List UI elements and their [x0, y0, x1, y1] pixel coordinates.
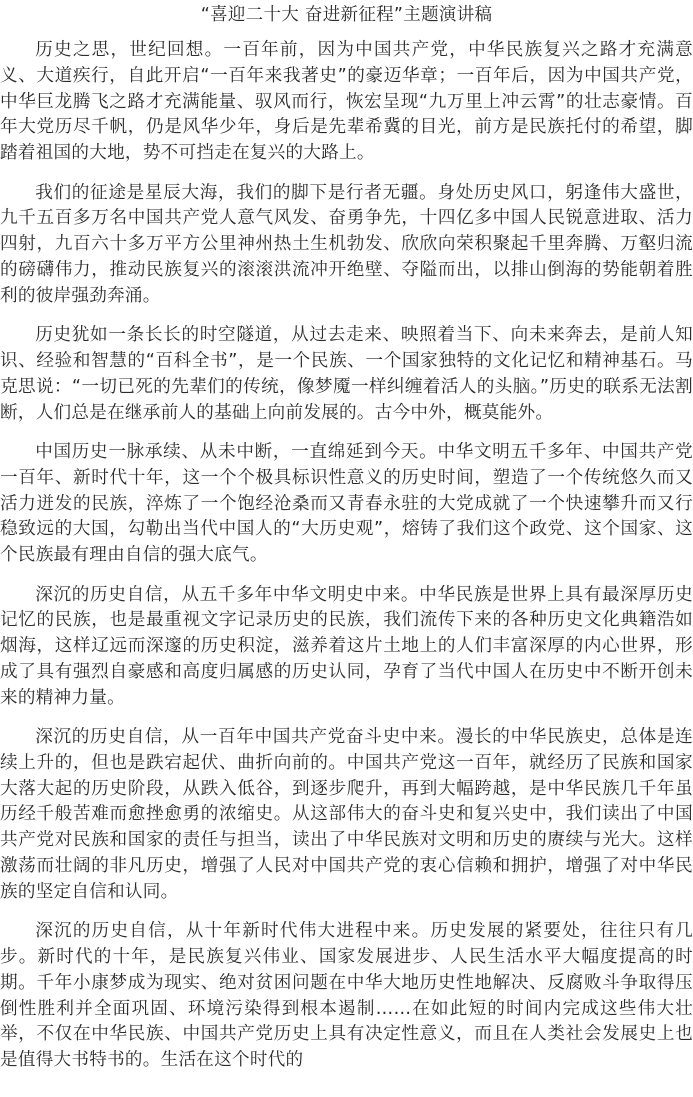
paragraph: 我们的征途是星辰大海，我们的脚下是行者无疆。身处历史风口，躬逢伟大盛世，九千五百多万名中国共产党人意气风发、奋勇争先，十四亿多中国人民锐意进取、活力四射，九百六十多万平方公里神州热土生机勃发、欣欣向荣积聚起千里奔腾、万壑归流的磅礴伟力，推动民族复兴的滚滚洪流冲开绝壁、夺隘而出，以排山倒海的势能朝着胜利的彼岸强劲奔涌。	[0, 182, 693, 306]
paragraph: 历史之思，世纪回想。一百年前，因为中国共产党，中华民族复兴之路才充满意义、大道疾行，自此开启“一百年来我著史”的豪迈华章；一百年后，因为中国共产党，中华巨龙腾飞之路才充满能量、驭风而行，恢宏呈现“九万里上冲云霄”的壮志豪情。百年大党历尽千帆，仍是风华少年，身后是先辈希冀的目光，前方是民族托付的希望，脚踏着祖国的大地，势不可挡走在复兴的大路上。	[0, 40, 693, 164]
paragraph: 深沉的历史自信，从一百年中国共产党奋斗史中来。漫长的中华民族史，总体是连续上升的，但也是跌宕起伏、曲折向前的。中国共产党这一百年，就经历了民族和国家大落大起的历史阶段，从跌入低谷，到逐步爬升，再到大幅跨越，是中华民族几千年虽历经千般苦难而愈挫愈勇的浓缩史。从这部伟大的奋斗史和复兴史中，我们读出了中国共产党对民族和国家的责任与担当，读出了中华民族对文明和历史的赓续与光大。这样激荡而壮阔的非凡历史，增强了人民对中国共产党的衷心信赖和拥护，增强了对中华民族的坚定自信和认同。	[0, 727, 693, 902]
paragraph: 深沉的历史自信，从十年新时代伟大进程中来。历史发展的紧要处，往往只有几步。新时代的十年，是民族复兴伟业、国家发展进步、人民生活水平大幅度提高的时期。千年小康梦成为现实、绝对贫困问题在中华大地历史性地解决、反腐败斗争取得压倒性胜利并全面巩固、环境污染得到根本遏制……在如此短的时间内完成这些伟大壮举，不仅在中华民族、中国共产党历史上具有决定性意义，而且在人类社会发展史上也是值得大书特书的。生活在这个时代的	[0, 921, 693, 1071]
paragraph: 中国历史一脉承续、从未中断，一直绵延到今天。中华文明五千多年、中国共产党一百年、新时代十年，这一个个极具标识性意义的历史时间，塑造了一个传统悠久而又活力迸发的民族，淬炼了一个饱经沧桑而又青春永驻的大党成就了一个快速攀升而又行稳致远的大国，勾勒出当代中国人的“大历史观”，熔铸了我们这个政党、这个国家、这个民族最有理由自信的强大底气。	[0, 441, 693, 566]
document-title: “喜迎二十大 奋进新征程”主题演讲稿	[200, 5, 493, 25]
paragraph: 深沉的历史自信，从五千多年中华文明史中来。中华民族是世界上具有最深厚历史记忆的民族，也是最重视文字记录历史的民族，我们流传下来的各种历史文化典籍浩如烟海，这样辽远而深邃的历史积淀，滋养着这片土地上的人们丰富深厚的内心世界，形成了具有强烈自豪感和高度归属感的历史认同，孕育了当代中国人在历史中不断开创未来的精神力量。	[0, 584, 693, 708]
paragraph: 历史犹如一条长长的时空隧道，从过去走来、映照着当下、向未来奔去，是前人知识、经验和智慧的“百科全书”，是一个民族、一个国家独特的文化记忆和精神基石。马克思说：“一切已死的先辈们的传统，像梦魇一样纠缠着活人的头脑。”历史的联系无法割断，人们总是在继承前人的基础上向前发展的。古今中外，概莫能外。	[0, 325, 693, 423]
